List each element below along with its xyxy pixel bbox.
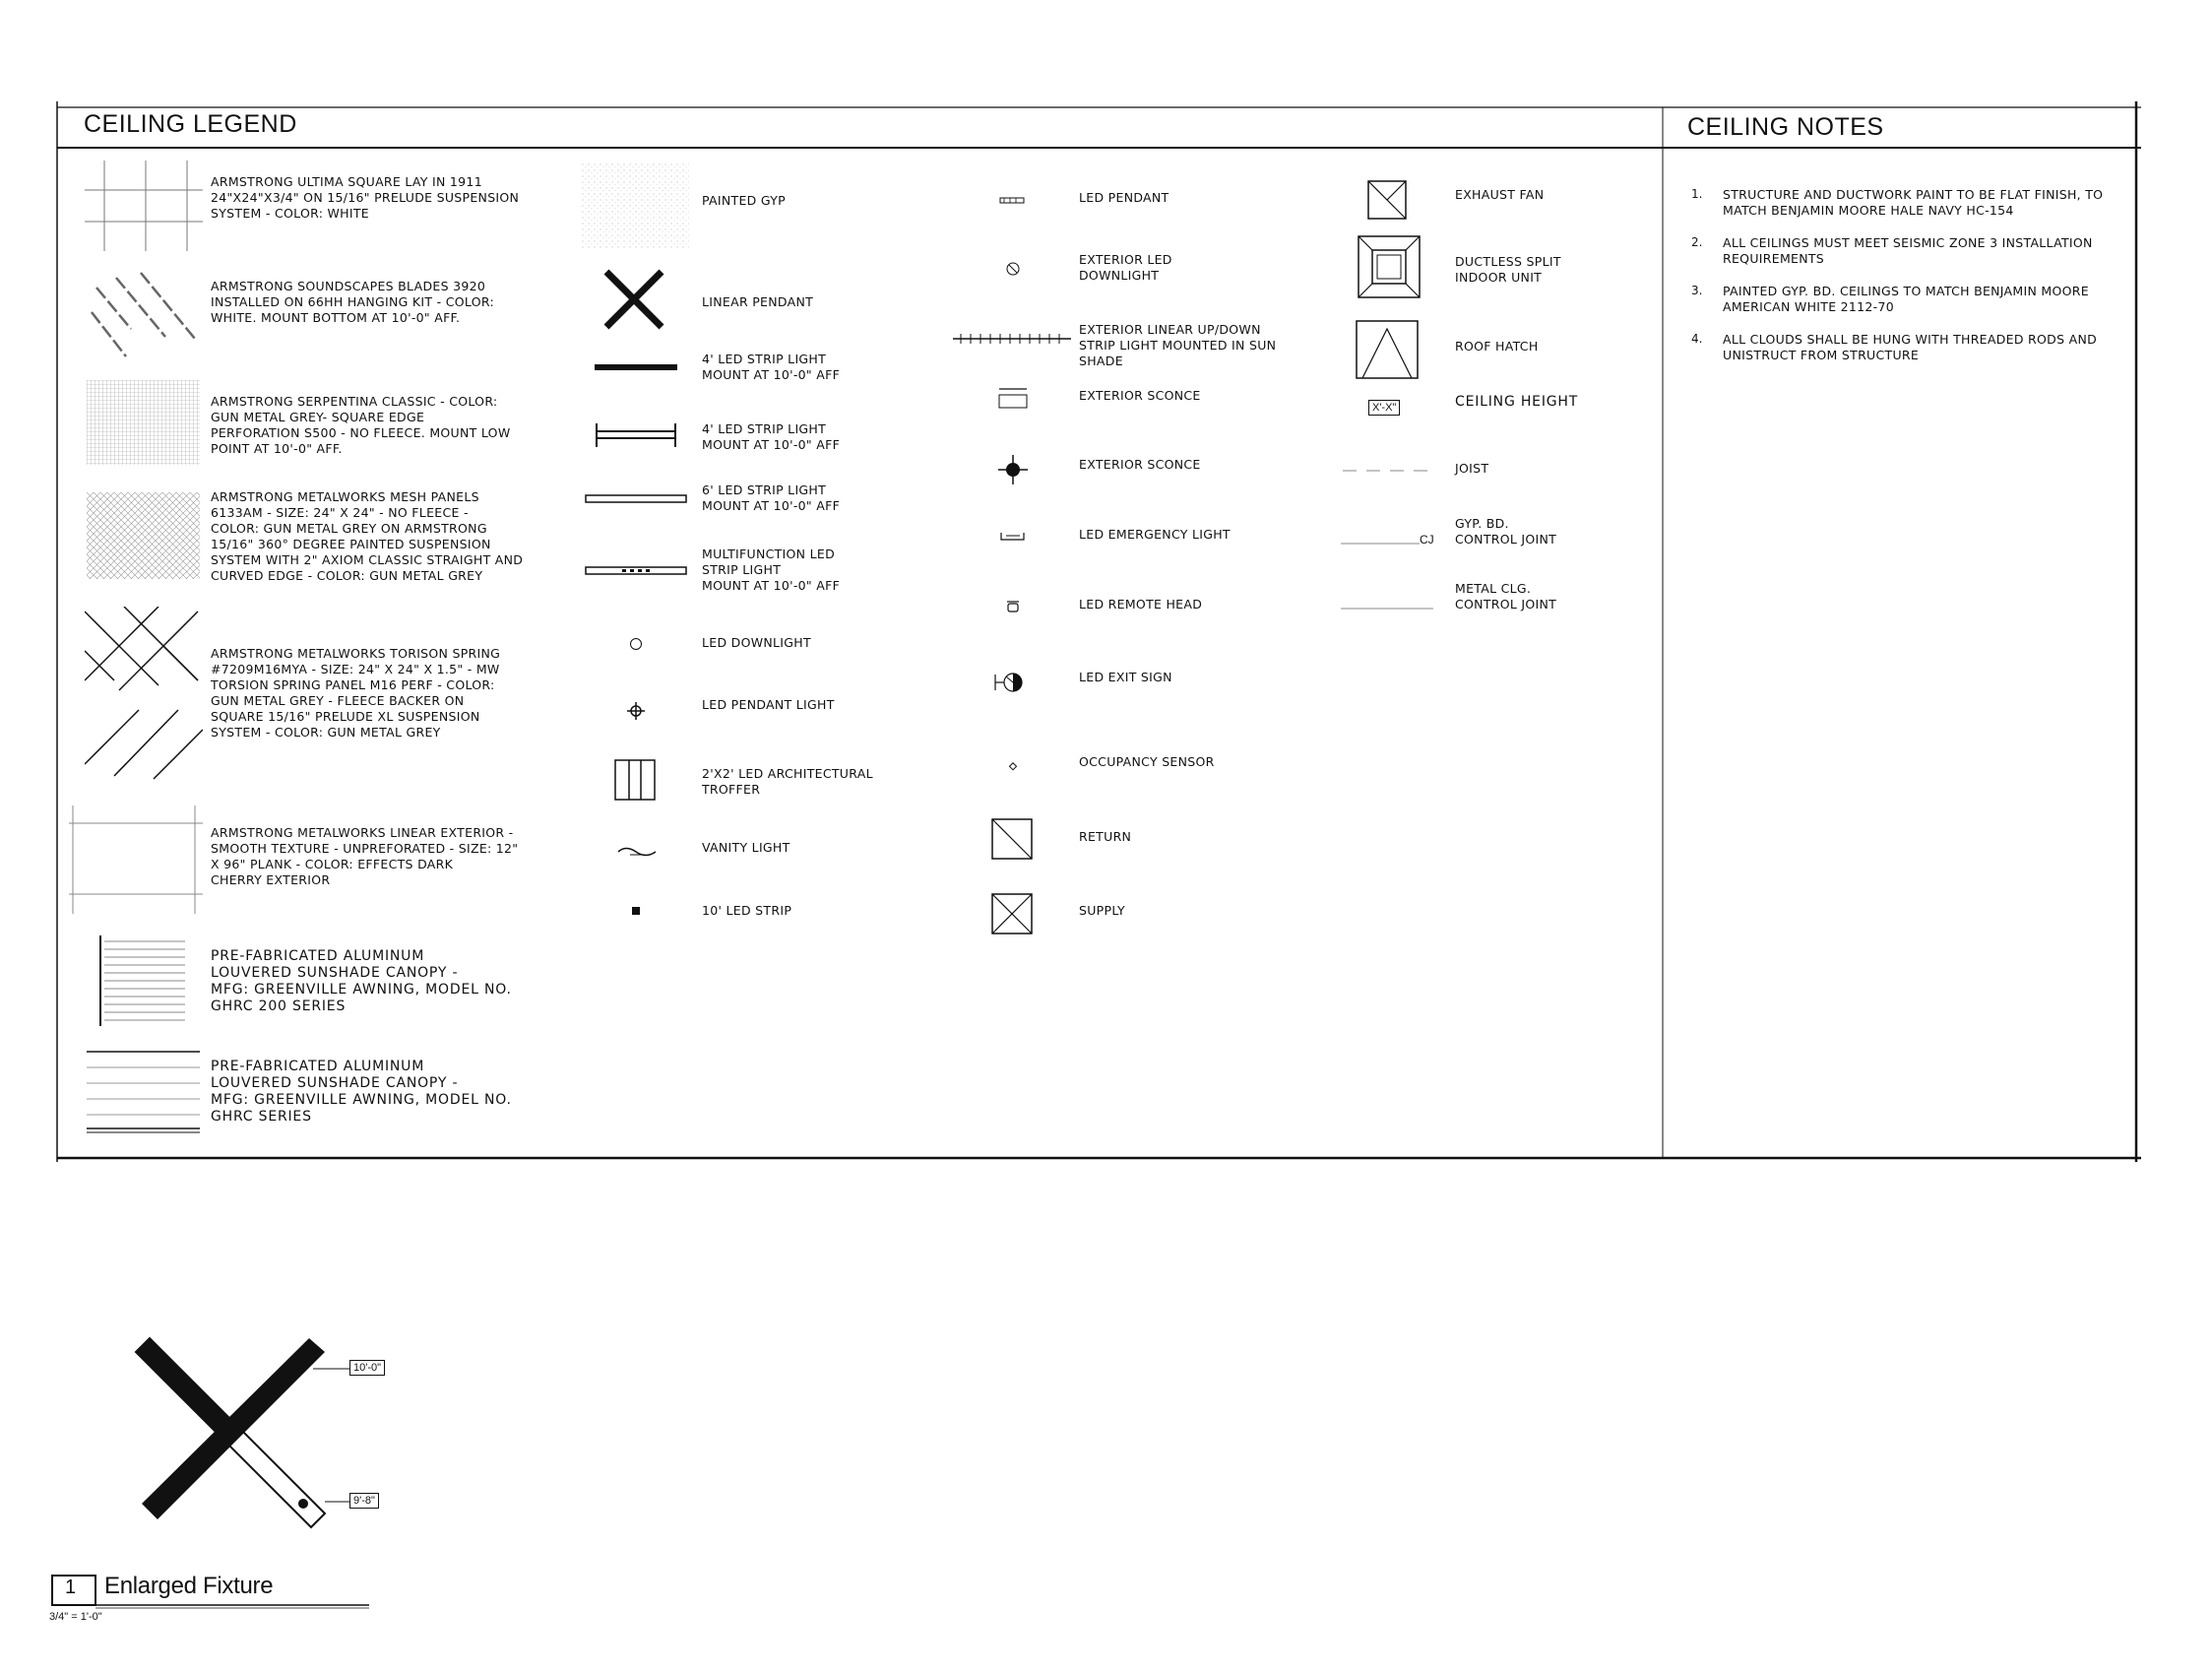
note-text: PAINTED GYP. BD. CEILINGS TO MATCH BENJAMIN MOORE AMERICAN WHITE 2112-70	[1723, 284, 2089, 314]
led-strip-bracket-icon	[595, 421, 677, 449]
exit-sign-icon	[992, 670, 1026, 695]
detail-title: Enlarged Fixture	[104, 1573, 274, 1599]
led-pendant-icon	[998, 195, 1026, 207]
legend-item-linear-updown: EXTERIOR LINEAR UP/DOWN STRIP LIGHT MOUNTED IN SUN SHADE	[1079, 322, 1277, 368]
note-number: 2.	[1691, 235, 1703, 249]
legend-item-joist: JOIST	[1455, 461, 1489, 476]
legend-item-troffer: 2'X2' LED ARCHITECTURAL TROFFER	[702, 766, 873, 797]
legend-item-canopy-200: PRE-FABRICATED ALUMINUM LOUVERED SUNSHADE CANOPY - MFG: GREENVILLE AWNING, MODEL NO. GHRC 200 SERIES	[211, 948, 512, 1014]
grid-ceiling-icon	[85, 161, 203, 251]
sconce-box-icon	[996, 386, 1030, 410]
legend-item-exterior-sconce-1: EXTERIOR SCONCE	[1079, 388, 1201, 403]
remote-head-icon	[1004, 599, 1022, 614]
detail-scale: 3/4" = 1'-0"	[49, 1611, 102, 1623]
legend-item-occupancy-sensor: OCCUPANCY SENSOR	[1079, 754, 1215, 769]
legend-item-soundscapes: ARMSTRONG SOUNDSCAPES BLADES 3920 INSTALLED ON 66HH HANGING KIT - COLOR: WHITE. MOUNT BOTTOM AT 10'-0" AFF.	[211, 279, 494, 325]
pendant-light-icon	[626, 701, 646, 721]
legend-item-painted-gyp: PAINTED GYP	[702, 193, 786, 208]
detail-number: 1	[65, 1577, 77, 1598]
metal-joint-line-icon	[1341, 605, 1433, 612]
troffer-icon	[614, 759, 656, 801]
legend-item-led-strip-4a: 4' LED STRIP LIGHT MOUNT AT 10'-0" AFF	[702, 352, 841, 382]
legend-item-ductless-split: DUCTLESS SPLIT INDOOR UNIT	[1455, 254, 1561, 285]
legend-item-pendant-light: LED PENDANT LIGHT	[702, 697, 835, 712]
ductless-split-icon	[1357, 234, 1422, 299]
legend-item-emergency-light: LED EMERGENCY LIGHT	[1079, 527, 1231, 542]
led-strip-long-icon	[585, 492, 687, 506]
legend-item-serpentina: ARMSTRONG SERPENTINA CLASSIC - COLOR: GUN METAL GREY- SQUARE EDGE PERFORATION S500 - NO FLEECE. MOUNT LOW POINT AT 10'-0" AFF.	[211, 394, 511, 456]
legend-item-mesh: ARMSTRONG METALWORKS MESH PANELS 6133AM - SIZE: 24" X 24" - NO FLEECE - COLOR: GUN METAL GREY ON ARMSTRONG 15/16" 360° DEGREE PAINTED SUSPENSION SYSTEM WITH 2" AXIOM CLASSIC STRAIGHT AND CURVED EDGE - COLOR: GUN METAL GREY	[211, 489, 524, 583]
legend-item-10-led-strip: 10' LED STRIP	[702, 903, 792, 918]
led-strip-square-icon	[630, 905, 642, 917]
louver-lines-icon	[87, 1046, 200, 1134]
control-joint-line	[1341, 540, 1420, 547]
exterior-downlight-icon	[1004, 260, 1022, 278]
height-tag-upper: 10'-0"	[349, 1360, 385, 1376]
linear-pendant-x-icon	[602, 268, 665, 331]
exhaust-fan-icon	[1366, 179, 1408, 221]
legend-item-exterior-sconce-2: EXTERIOR SCONCE	[1079, 457, 1201, 472]
emergency-light-icon	[998, 530, 1028, 544]
legend-item-return: RETURN	[1079, 829, 1132, 844]
return-diffuser-icon	[990, 817, 1034, 861]
legend-item-linear-exterior: ARMSTRONG METALWORKS LINEAR EXTERIOR - SMOOTH TEXTURE - UNPREFORATED - SIZE: 12" X 96" PLANK - COLOR: EFFECTS DARK CHERRY EXTERIOR	[211, 825, 519, 887]
occupancy-sensor-icon	[1006, 760, 1020, 774]
height-tag-lower: 9'-8"	[349, 1493, 379, 1509]
legend-item-multifunction: MULTIFUNCTION LED STRIP LIGHT MOUNT AT 10'-0" AFF	[702, 547, 841, 593]
legend-item-exhaust-fan: EXHAUST FAN	[1455, 187, 1545, 202]
note-text: ALL CEILINGS MUST MEET SEISMIC ZONE 3 INSTALLATION REQUIREMENTS	[1723, 235, 2093, 266]
legend-item-vanity-light: VANITY LIGHT	[702, 840, 790, 855]
supply-diffuser-icon	[990, 892, 1034, 935]
legend-item-led-pendant: LED PENDANT	[1079, 190, 1169, 205]
note-text: ALL CLOUDS SHALL BE HUNG WITH THREADED RODS AND UNISTRUCT FROM STRUCTURE	[1723, 332, 2098, 362]
linear-plank-icon	[69, 805, 203, 914]
legend-item-remote-head: LED REMOTE HEAD	[1079, 597, 1203, 612]
diagonal-blades-icon	[87, 268, 205, 358]
sconce-cross-icon	[996, 453, 1030, 486]
multifunction-strip-icon	[585, 564, 687, 578]
joist-dashed-icon	[1343, 467, 1431, 475]
downlight-circle-icon	[628, 636, 644, 652]
note-text: STRUCTURE AND DUCTWORK PAINT TO BE FLAT FINISH, TO MATCH BENJAMIN MOORE HALE NAVY HC-154	[1723, 187, 2104, 218]
ceiling-height-tag-icon: X'-X"	[1368, 400, 1400, 416]
painted-gyp-hatch-icon	[581, 162, 689, 249]
legend-item-led-strip-4b: 4' LED STRIP LIGHT MOUNT AT 10'-0" AFF	[702, 421, 841, 452]
mesh-hatch-icon	[87, 492, 200, 579]
legend-item-roof-hatch: ROOF HATCH	[1455, 339, 1539, 354]
legend-item-exit-sign: LED EXIT SIGN	[1079, 670, 1172, 684]
legend-item-metal-control-joint: METAL CLG. CONTROL JOINT	[1455, 581, 1557, 612]
legend-item-torison: ARMSTRONG METALWORKS TORISON SPRING #7209M16MYA - SIZE: 24" X 24" X 1.5" - MW TORSION SPRING PANEL M16 PERF - COLOR: GUN METAL GREY - FLEECE BACKER ON SQUARE 15/16" PRELUDE XL SUSPENSION SYSTEM - COLOR: GUN METAL GREY	[211, 646, 501, 740]
diamond-grid-icon	[85, 607, 203, 784]
legend-item-linear-pendant: LINEAR PENDANT	[702, 294, 814, 309]
legend-item-led-downlight: LED DOWNLIGHT	[702, 635, 811, 650]
legend-item-ultima: ARMSTRONG ULTIMA SQUARE LAY IN 1911 24"X24"X3/4" ON 15/16" PRELUDE SUSPENSION SYSTEM - COLOR: WHITE	[211, 174, 520, 221]
legend-item-led-strip-6: 6' LED STRIP LIGHT MOUNT AT 10'-0" AFF	[702, 483, 841, 513]
note-number: 3.	[1691, 284, 1703, 297]
legend-item-exterior-downlight: EXTERIOR LED DOWNLIGHT	[1079, 252, 1172, 283]
led-strip-bar-icon	[595, 360, 677, 374]
control-joint-icon: CJ	[1420, 533, 1434, 547]
notes-title: CEILING NOTES	[1687, 113, 1884, 141]
legend-item-canopy-ghrc: PRE-FABRICATED ALUMINUM LOUVERED SUNSHADE CANOPY - MFG: GREENVILLE AWNING, MODEL NO. GHRC SERIES	[211, 1059, 512, 1125]
legend-item-gyp-control-joint: GYP. BD. CONTROL JOINT	[1455, 516, 1557, 547]
note-number: 1.	[1691, 187, 1703, 201]
roof-hatch-icon	[1355, 319, 1420, 380]
note-number: 4.	[1691, 332, 1703, 346]
legend-title: CEILING LEGEND	[84, 110, 297, 138]
legend-item-ceiling-height: CEILING HEIGHT	[1455, 394, 1579, 410]
fine-grid-hatch-icon	[87, 380, 200, 465]
louver-canopy-icon	[98, 935, 187, 1026]
legend-item-supply: SUPPLY	[1079, 903, 1125, 918]
linear-updown-icon	[953, 331, 1071, 347]
vanity-light-icon	[616, 843, 658, 861]
